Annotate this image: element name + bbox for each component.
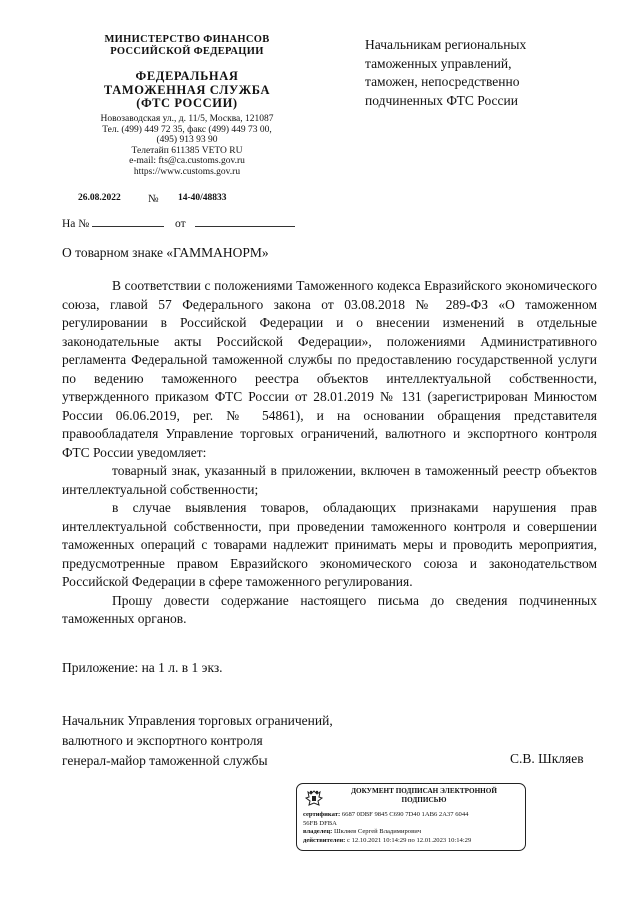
letter-body [62, 277, 597, 629]
teletype: Телетайп 611385 VETO RU [131, 145, 243, 156]
ministry-line: РОССИЙСКОЙ ФЕДЕРАЦИИ [110, 46, 264, 57]
signer-line: валютного и экспортного контроля [62, 733, 263, 748]
paragraph: в случае выявления товаров, обладающих признаками нарушения прав интеллектуальной собственности, при проведении таможенного контроля и совершении таможенных операций с товарами надлежит принимать меры и проводить мероприятия, предусмотренные правом Евразийского экономического союза и законодательством Российской Федерации в сфере таможенного регулирования. [62, 500, 597, 589]
stamp-details [303, 811, 523, 846]
attachment-note: Приложение: на 1 л. в 1 экз. [62, 660, 223, 675]
cert-value: 6687 0DBF 9845 C690 7D40 1AB6 2A37 6044 [341, 811, 469, 818]
stamp-title-line: ДОКУМЕНТ ПОДПИСАН ЭЛЕКТРОННОЙ [351, 787, 497, 795]
ministry-line: МИНИСТЕРСТВО ФИНАНСОВ [104, 34, 270, 45]
service-line: (ФТС РОССИИ) [136, 96, 238, 110]
website: https://www.customs.gov.ru [133, 166, 241, 177]
ministry-name [62, 34, 312, 58]
addressee-line: подчиненных ФТС России [365, 92, 518, 108]
stamp-title [329, 787, 519, 804]
valid-value: с 12.10.2021 10:14:29 по 12.01.2023 10:14:29 [347, 837, 472, 845]
addressee-line: таможенных управлений, [365, 55, 512, 71]
cert-value-cont: 56FB DFBA [303, 819, 337, 827]
ref-prefix: На № [62, 218, 90, 230]
valid-label: действителен: [303, 837, 346, 845]
ref-from: от [175, 218, 186, 230]
addressee [365, 36, 605, 110]
owner-value: Шкляев Сергей Владимирович [334, 828, 422, 836]
service-name [62, 70, 312, 111]
number-sign: № [148, 193, 159, 205]
phone: Тел. (499) 449 72 35, факс (499) 449 73 00, [102, 124, 272, 135]
signer-line: Начальник Управления торговых ограничений, [62, 713, 333, 728]
paragraph: В соответствии с положениями Таможенного кодекса Евразийского экономического союза, главой 57 Федерального закона от 03.08.2018 № 289-ФЗ «О таможенном регулировании в Российской Федерации и о внесении изменений в отдельные законодательные акты Российской Федерации», положениями Административного регламента Федеральной таможенной службы по предоставлению государственной услуги по ведению таможенного реестра объектов интеллектуальной собственности, утвержденного приказом ФТС России от 28.01.2019 № 131 (зарегистрирован Минюстом России 06.06.2019, рег. № 54861), и на основании обращения представителя правообладателя Управление торговых ограничений, валютного и экспортного контроля ФТС России уведомляет: [62, 278, 597, 460]
reference-line [62, 216, 312, 230]
paragraph: Прошу довести содержание настоящего письма до сведения подчиненных таможенных органов. [62, 592, 597, 626]
addressee-line: таможен, непосредственно [365, 74, 520, 89]
coat-of-arms-icon [303, 788, 325, 810]
addressee-line: Начальникам региональных [365, 37, 527, 52]
service-line: ТАМОЖЕННАЯ СЛУЖБА [103, 82, 271, 97]
stamp-title-line: ПОДПИСЬЮ [401, 795, 447, 804]
signer-line: генерал-майор таможенной службы [62, 753, 268, 768]
subject: О товарном знаке «ГАММАНОРМ» [62, 245, 269, 260]
paragraph: товарный знак, указанный в приложении, включен в таможенный реестр объектов интеллектуальной собственности; [62, 463, 597, 497]
e-signature-stamp [296, 783, 526, 851]
service-line: ФЕДЕРАЛЬНАЯ [135, 69, 239, 83]
cert-label: сертификат: [303, 811, 341, 818]
signer-position [62, 711, 402, 771]
owner-label: владелец: [303, 828, 333, 836]
contact-info [62, 114, 312, 177]
phone: (495) 913 93 90 [156, 135, 218, 145]
signer-name: С.В. Шкляев [510, 751, 584, 766]
address: Новозаводская ул., д. 11/5, Москва, 121087 [100, 114, 274, 124]
email: e-mail: fts@ca.customs.gov.ru [129, 156, 245, 166]
letter-number: 14-40/48833 [178, 193, 227, 203]
letter-date: 26.08.2022 [78, 193, 121, 203]
